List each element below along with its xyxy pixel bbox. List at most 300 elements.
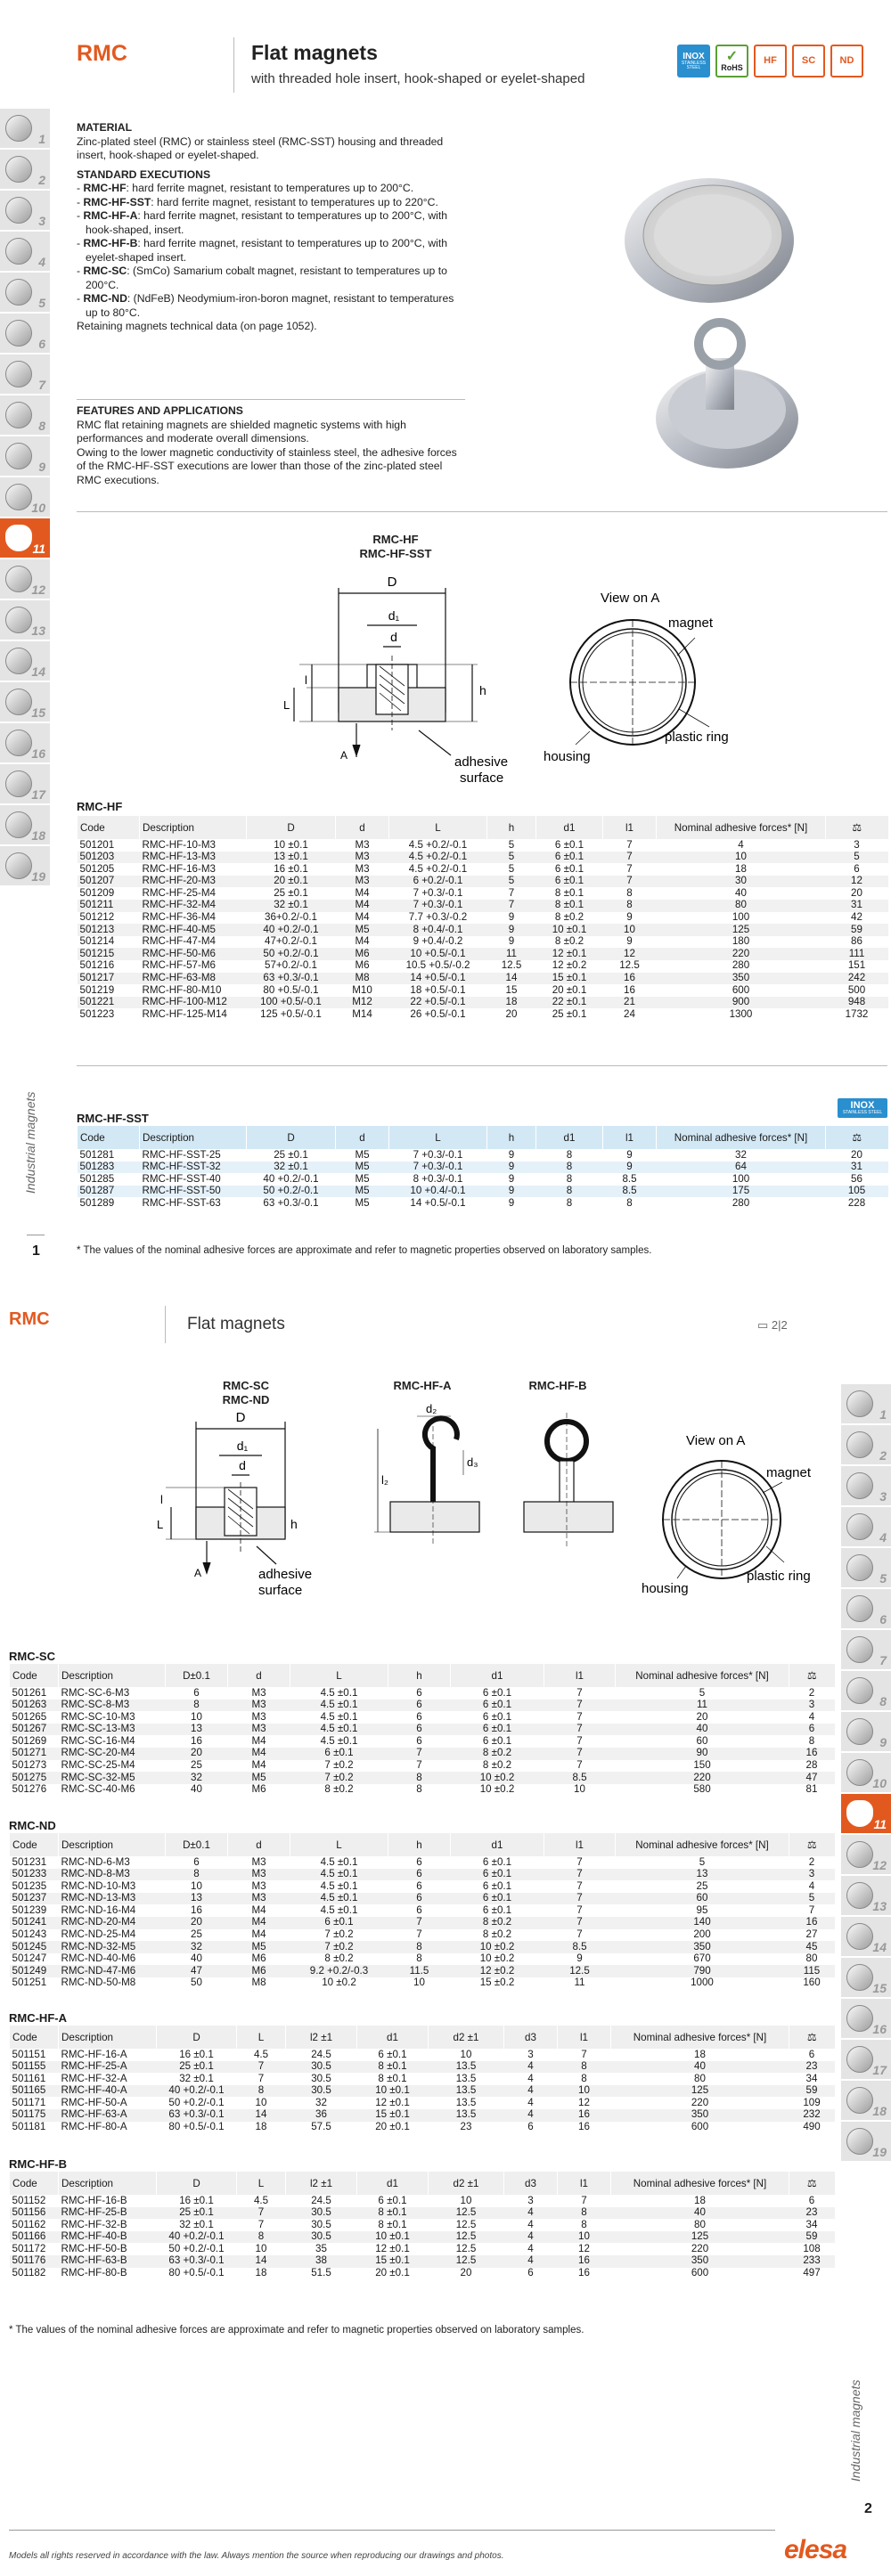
category-thumbnail-icon [846,2087,873,2114]
table-cell: M6 [251,1783,266,1796]
article-description: RMC-HF-50-B [61,2243,127,2254]
sidebar-tab-13[interactable] [841,1876,891,1917]
article-description: RMC-HF-63-A [59,2109,157,2122]
article-description: RMC-HF-SST-40 [142,1173,221,1185]
table-cell: M4 [355,935,370,948]
column-header: Code [10,1833,59,1856]
table-cell: 4.5 ±0.1 [290,1893,388,1905]
table-cell: 228 [847,1197,866,1209]
article-code: 501156 [10,2207,59,2220]
table-cell: 80 +0.5/-0.1 [263,984,319,996]
sidebar-tab-11[interactable] [841,1794,891,1835]
article-code: 501223 [79,1008,115,1020]
table-cell: 6 [854,863,860,875]
book-icon: ▭ [757,1318,769,1332]
magnet-label: magnet [668,615,714,631]
sidebar-tab-19[interactable] [841,2122,891,2163]
article-description: RMC-ND-10-M3 [61,1880,136,1892]
execution-text: : (NdFeB) Neodymium-iron-boron magnet, resistant to temperatures up to 80°C. [86,292,454,319]
table-cell: 12.5 [429,2255,504,2268]
article-code: 501271 [10,1748,59,1760]
table-cell: 125 [611,2085,789,2098]
table-cell: 30.5 [311,2219,331,2230]
article-description: RMC-HF-25-B [59,2207,157,2220]
elesa-logo: elesa [784,2535,847,2564]
table-cell: 8 [388,1941,451,1953]
table-cell: 150 [693,1759,711,1772]
table-cell: 30.5 [286,2061,357,2074]
category-thumbnail-icon [846,1841,873,1868]
sidebar-tab-2[interactable] [841,1425,891,1466]
table-cell: 7 [581,2049,587,2060]
article-code: 501221 [78,997,140,1009]
table-cell: 38 [286,2255,357,2268]
table-cell: 6 ±0.1 [482,1687,512,1699]
header-divider [165,1306,166,1343]
table-cell: 5 [699,1687,706,1699]
table-row [78,984,888,997]
table-cell: 13.5 [429,2085,504,2098]
sidebar-tab-14[interactable] [0,641,50,682]
table-row [78,887,888,900]
table-cell: 8 ±0.2 [324,1952,354,1965]
rmc-hf-sst-table [77,1126,888,1210]
table-cell: 7 [576,1904,583,1916]
table-cell: 115 [789,1965,835,1977]
column-header: d1 [536,1126,603,1149]
table-cell: 6 [416,1687,422,1699]
column-header: d3 [504,2026,558,2049]
category-sidebar [0,109,50,887]
sidebar-tab-6[interactable] [0,314,50,355]
product-code: RMC [9,1309,50,1329]
article-code: 501237 [10,1893,59,1905]
table-cell: 6 ±0.1 [451,1700,544,1712]
category-thumbnail-icon [5,443,32,469]
dim-D: D [387,575,397,590]
sidebar-tab-number: 7 [879,1653,887,1667]
article-description: RMC-ND-8-M3 [59,1869,166,1881]
table-cell: 32 [315,2097,327,2108]
table-cell: 220 [691,2097,709,2108]
table-cell: 25 [191,1759,202,1772]
table-cell: 8 [166,1700,228,1712]
table-cell: M4 [228,1917,290,1929]
article-description: RMC-ND-6-M3 [61,1856,130,1868]
column-header: L [237,2172,286,2195]
table-cell: 7 [508,887,515,899]
table-cell: 6 [388,1700,451,1712]
table-cell: M4 [251,1928,266,1941]
execution-item: - RMC-HF-B: hard ferrite magnet, resistant to temperatures up to 200°C, with eyelet-shaped insert. [77,237,448,264]
section-vertical-label: Industrial magnets [23,1091,37,1194]
article-description: RMC-ND-16-M4 [61,1904,136,1916]
table-cell: 42 [851,911,862,924]
sidebar-tab-number: 17 [31,787,45,802]
table-cell: 12.5 [429,2231,504,2244]
sidebar-tab-1[interactable] [841,1384,891,1425]
table-cell: 13 ±0.1 [247,852,336,864]
column-header: D±0.1 [166,1664,228,1687]
article-description: RMC-HF-100-M12 [140,997,247,1009]
table-cell: 13 [616,1869,789,1881]
table-cell: 6 ±0.1 [536,876,603,888]
table-cell: 22 ±0.1 [536,997,603,1009]
article-code: 501267 [10,1724,59,1736]
sidebar-tab-5[interactable] [841,1548,891,1589]
weight-balance-icon: ⚖ [789,2026,835,2049]
sidebar-tab-number: 9 [879,1735,887,1749]
table-row [10,1953,835,1966]
table-cell: 6 [416,1904,422,1916]
column-header: Description [59,1833,166,1856]
table-cell: 50 +0.2/-0.1 [247,1186,336,1198]
sidebar-tab-4[interactable] [841,1507,891,1548]
column-header: Code [10,2172,59,2195]
table-cell: 40 +0.2/-0.1 [247,924,336,936]
table-cell: 580 [693,1783,711,1796]
sidebar-tab-8[interactable] [841,1671,891,1712]
table-cell: 6 ±0.1 [451,1724,544,1736]
table-cell: 4.5 ±0.1 [320,1735,358,1747]
table-cell: 10 [574,1783,585,1796]
table-cell: 14 [487,973,536,985]
table-cell: M6 [228,1965,290,1977]
sidebar-tab-16[interactable] [841,1999,891,2040]
article-code: 501176 [10,2255,59,2268]
table-cell: 15 [505,984,518,996]
table-cell: 31 [826,900,888,912]
table-cell: 4.5 ±0.1 [320,1856,358,1868]
sidebar-tab-14[interactable] [841,1917,891,1958]
article-description: RMC-HF-40-M5 [140,924,247,936]
dim-h: h [479,683,486,697]
table-cell: 25 [191,1928,202,1941]
table-row [10,2109,835,2122]
sidebar-tab-6[interactable] [841,1589,891,1630]
retaining-note: Retaining magnets technical data (on page 1052). [77,320,317,332]
category-thumbnail-icon [5,811,32,838]
sidebar-tab-number: 9 [38,460,45,474]
table-cell: 25 [696,1880,708,1892]
table-cell: 18 [487,997,536,1009]
article-description: RMC-SC-10-M3 [61,1711,135,1723]
section-vertical-label: Industrial magnets [848,2379,862,2482]
sidebar-tab-3[interactable] [841,1466,891,1507]
table-cell: 13 [166,1893,228,1905]
page-title: Flat magnets [187,1315,285,1333]
table-cell: 18 [694,2049,706,2060]
column-header: d1 [451,1664,544,1687]
table-cell: M4 [355,911,370,924]
inox-badge-small: INOX STAINLESS STEEL [838,1098,887,1118]
table-cell: 7 [416,1759,422,1772]
table-cell: 12 [603,948,657,960]
table-cell: 25 ±0.1 [157,2061,237,2074]
table-row [10,2231,835,2244]
sidebar-tab-18[interactable] [841,2081,891,2122]
table-cell: 7 [603,852,657,864]
column-header: l1 [603,816,657,839]
rmc-sc-table [9,1664,835,1796]
article-description: RMC-SC-8-M3 [59,1700,166,1712]
table-cell: 20 ±0.1 [247,876,336,888]
table-cell: 32 [166,1941,228,1953]
sidebar-tab-10[interactable] [0,477,50,518]
table-cell: 8 [237,2231,286,2244]
table-row [10,1880,835,1893]
article-description: RMC-SC-40-M6 [61,1783,135,1796]
table-row [10,2049,835,2061]
table-cell: 4 [738,839,744,851]
sidebar-tab-number: 12 [31,583,45,597]
table-cell: 12.5 [429,2207,504,2220]
table-cell: 6 ±0.1 [451,1893,544,1905]
sidebar-tab-2[interactable] [0,150,50,191]
table-cell: 4 [504,2109,558,2122]
table-row [78,863,888,876]
table-cell: 50 [191,1977,202,1989]
table-cell: 4.5 [253,2049,269,2060]
table-cell: 10 [460,2195,472,2206]
table-cell: 25 ±0.1 [552,1008,587,1020]
sidebar-tab-8[interactable] [0,395,50,436]
table-cell: 600 [732,984,750,996]
table-cell: 8 ±0.1 [536,900,603,912]
column-header: Description [59,2172,157,2195]
table-cell: 16 [789,1917,835,1929]
sidebar-tab-12[interactable] [841,1835,891,1876]
table-cell: 59 [826,924,888,936]
table-cell: 6 [789,1724,835,1736]
table-cell: 11 [487,948,536,960]
sidebar-tab-12[interactable] [0,559,50,600]
table-row [10,2207,835,2220]
footnote: * The values of the nominal adhesive forces are approximate and refer to magnetic properties observed on laboratory samples. [9,2325,584,2336]
article-description: RMC-ND-13-M3 [59,1893,166,1905]
article-code: 501243 [12,1928,47,1941]
dim-l1: l [305,673,307,687]
sidebar-tab-number: 5 [38,296,45,310]
table-cell: 80 [657,900,826,912]
table-cell: 40 [191,1952,202,1965]
table-cell: 10 [558,2231,611,2244]
table-cell: 5 [826,852,888,864]
table-cell: 32 ±0.1 [179,2073,214,2084]
table-cell: 12 [826,876,888,888]
execution-item: - RMC-SC: (SmCo) Samarium cobalt magnet, resistant to temperatures up to 200°C. [77,265,447,291]
category-thumbnail-icon [5,852,32,879]
column-header: l2 ±1 [286,2172,357,2195]
category-thumbnail-icon [5,648,32,674]
description-block [77,121,465,334]
column-header: D [157,2172,237,2195]
table-cell: 7 ±0.2 [290,1772,388,1784]
eyelet-drawing [508,1404,633,1564]
table-cell: 6 ±0.1 [554,839,584,851]
sidebar-tab-18[interactable] [0,805,50,846]
table-cell: 220 [691,2243,709,2254]
table-cell: 3 [789,1869,835,1881]
table-cell: 18 [735,863,747,875]
table-cell: 3 [789,1700,835,1712]
article-description: RMC-HF-10-M3 [142,839,216,851]
sidebar-tab-9[interactable] [0,436,50,477]
table-cell: 30 [657,876,826,888]
table-cell: 10 ±0.2 [451,1772,544,1784]
table-cell: 9 [576,1952,583,1965]
column-header: Nominal adhesive forces* [N] [616,1833,789,1856]
sidebar-tab-3[interactable] [0,191,50,232]
table-cell: 12 ±0.1 [536,948,603,960]
rmc-hf-a-table [9,2026,835,2133]
category-thumbnail-icon [846,1882,873,1909]
table-cell: 350 [611,2109,789,2122]
footer-rule [9,2530,775,2531]
category-thumbnail-icon [5,525,32,551]
table-cell: 10 +0.5/-0.1 [389,948,487,960]
table-cell: 20 [851,887,862,899]
table-cell: M5 [228,1941,290,1953]
column-header: L [290,1833,388,1856]
table-cell: 25 ±0.1 [274,887,308,899]
table-cell: 6 [388,1724,451,1736]
article-description: RMC-HF-SST-50 [140,1186,247,1198]
sidebar-tab-number: 6 [879,1612,887,1626]
table-cell: 8 [416,1952,422,1965]
sidebar-tab-7[interactable] [841,1630,891,1671]
column-header: D±0.1 [166,1833,228,1856]
table-cell: 10 [255,2243,267,2254]
article-description: RMC-ND-40-M6 [61,1952,136,1965]
table-cell: M3 [251,1880,266,1892]
table-cell: 7 ±0.2 [290,1941,388,1953]
sidebar-tab-9[interactable] [841,1712,891,1753]
sidebar-tab-17[interactable] [841,2040,891,2081]
table-cell: M5 [355,1149,370,1161]
table-cell: 8 [388,1772,451,1784]
table-cell: 9 [508,1173,515,1185]
table-cell: 11 [616,1700,789,1712]
table-cell: 40 +0.2/-0.1 [263,1173,319,1185]
dim-l1: l [160,1493,163,1506]
table-cell: 8 ±0.2 [482,1928,512,1941]
table-cell: 8.5 [544,1941,616,1953]
sidebar-tab-17[interactable] [0,764,50,805]
sidebar-tab-number: 11 [32,542,45,556]
article-description: RMC-HF-40-A [59,2085,157,2098]
article-code: 501261 [12,1687,47,1699]
sidebar-tab-7[interactable] [0,355,50,395]
page-number: 1 [32,1243,40,1259]
table-row [10,1893,835,1905]
sidebar-tab-11[interactable] [0,518,50,559]
article-code: 501245 [10,1941,59,1953]
table-row [10,2255,835,2268]
table-row [78,900,888,912]
footnote: * The values of the nominal adhesive forces are approximate and refer to magnetic properties observed on laboratory samples. [77,1245,652,1256]
table-title-rmc-hf-b: RMC-HF-B [9,2157,67,2171]
article-description: RMC-ND-32-M5 [59,1941,166,1953]
article-code: 501214 [79,935,115,948]
table-header-row [10,2026,835,2049]
table-cell: 20 ±0.1 [375,2121,410,2133]
section-divider-3 [77,1065,887,1066]
category-thumbnail-icon [5,730,32,756]
table-cell: 125 +0.5/-0.1 [260,1008,322,1020]
sidebar-tab-1[interactable] [0,109,50,150]
table-title-rmc-hf-a: RMC-HF-A [9,2011,67,2025]
table-cell: 7 [237,2207,286,2220]
view-a-marker: A [194,1567,202,1579]
table-cell: M8 [251,1977,266,1989]
table-row [10,1917,835,1929]
column-header: d1 [357,2026,429,2049]
sidebar-tab-15[interactable] [841,1958,891,1999]
execution-text: : hard ferrite magnet, resistant to temperatures up to 200°C, with hook-shaped, insert. [86,209,448,236]
table-cell: 10 [657,852,826,864]
sidebar-tab-number: 2 [879,1448,887,1463]
sidebar-tab-4[interactable] [0,232,50,273]
table-cell: 10 [558,2085,611,2098]
article-code: 501161 [12,2073,46,2084]
weight-balance-icon: ⚖ [789,1833,835,1856]
article-code: 501207 [78,876,140,888]
table-cell: 6 [416,1735,422,1747]
sidebar-tab-10[interactable] [841,1753,891,1794]
table-row [10,1941,835,1953]
table-cell: 16 [578,2121,590,2133]
article-description: RMC-HF-80-A [61,2121,127,2133]
dim-d: d [390,630,397,644]
table-cell: 8 ±0.1 [357,2207,429,2220]
drawing-title-hf-b: RMC-HF-B [528,1379,587,1392]
weight-balance-icon: ⚖ [789,1664,835,1687]
article-code: 501251 [12,1977,47,1989]
table-cell: 6 [193,1856,200,1868]
table-cell: 50 +0.2/-0.1 [168,2243,225,2254]
column-header: Nominal adhesive forces* [N] [611,2026,789,2049]
adhesive-label: adhesive [258,1567,313,1582]
table-cell: 6 [808,2049,815,2060]
category-thumbnail-icon [5,689,32,715]
table-row [10,2243,835,2255]
sidebar-tab-number: 2 [38,173,45,187]
sidebar-tab-19[interactable] [0,846,50,887]
category-thumbnail-icon [846,1595,873,1622]
article-code: 501233 [10,1869,59,1881]
table-cell: 7.7 +0.3/-0.2 [408,911,468,924]
dim-L: L [157,1518,164,1531]
column-header: L [389,816,487,839]
hook-drawing [374,1404,508,1564]
sidebar-tab-15[interactable] [0,682,50,723]
sidebar-tab-5[interactable] [0,273,50,314]
article-code: 501287 [78,1186,140,1198]
table-cell: 4.5 ±0.1 [320,1687,358,1699]
table-cell: 80 [694,2219,706,2230]
sidebar-tab-number: 3 [38,214,45,228]
table-row [78,948,888,960]
sidebar-tab-13[interactable] [0,600,50,641]
article-code: 501162 [12,2219,46,2230]
sidebar-tab-number: 4 [38,255,45,269]
sidebar-tab-16[interactable] [0,723,50,764]
table-cell: 16 [789,1748,835,1760]
table-header-row [10,1833,835,1856]
dim-d1: d₁ [388,608,400,623]
sidebar-tab-number: 15 [872,1981,887,1995]
